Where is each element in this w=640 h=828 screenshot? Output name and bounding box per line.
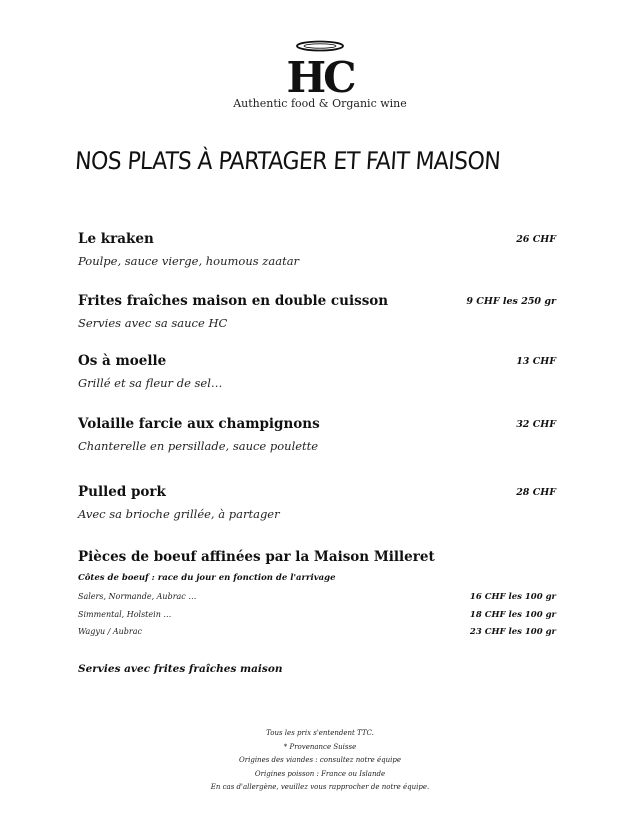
dish-item xyxy=(78,484,556,521)
page-title: NOS PLATS À PARTAGER ET FAIT MAISON xyxy=(74,148,501,176)
footer-line: * Provenance Suisse xyxy=(283,742,357,751)
dish-name: Pulled pork xyxy=(78,484,166,500)
dish-description: Chanterelle en persillade, sauce poulette xyxy=(78,439,319,453)
logo-letters: HC xyxy=(286,53,354,96)
beef-section-title: Pièces de boeuf affinées par la Maison Milleret xyxy=(78,549,435,565)
beef-breed: Wagyu / Aubrac xyxy=(78,627,142,636)
beef-row xyxy=(78,592,556,604)
tagline: Authentic food & Organic wine xyxy=(233,97,407,110)
dish-item xyxy=(78,231,556,268)
dish-description: Servies avec sa sauce HC xyxy=(78,316,228,330)
dish-name: Volaille farcie aux champignons xyxy=(78,416,320,432)
dish-price: 13 CHF xyxy=(516,356,556,367)
dish-item xyxy=(78,293,556,330)
beef-price: 23 CHF les 100 gr xyxy=(469,627,556,637)
dish-price: 9 CHF les 250 gr xyxy=(466,296,556,307)
footer-line: Tous les prix s'entendent TTC. xyxy=(266,729,374,737)
footer-notes xyxy=(0,727,640,795)
dish-description: Poulpe, sauce vierge, houmous zaatar xyxy=(78,254,300,268)
beef-breed: Salers, Normande, Aubrac … xyxy=(78,592,197,601)
beef-row xyxy=(78,627,556,639)
beef-served-with: Servies avec frites fraîches maison xyxy=(78,663,283,675)
dish-name: Le kraken xyxy=(78,231,154,247)
dish-description: Grillé et sa fleur de sel… xyxy=(78,376,223,390)
beef-breed: Simmental, Holstein … xyxy=(78,610,172,619)
footer-line: Origines poisson : France ou Islande xyxy=(254,769,386,778)
halo-hc-logo-icon xyxy=(270,38,370,96)
dish-price: 32 CHF xyxy=(516,419,556,430)
dish-price: 26 CHF xyxy=(516,234,556,245)
footer-line: Origines des viandes : consultez notre équipe xyxy=(239,756,401,764)
beef-price: 16 CHF les 100 gr xyxy=(469,592,556,602)
footer-line: En cas d'allergène, veuillez vous rapprocher de notre équipe. xyxy=(210,783,430,791)
beef-subtitle: Côtes de boeuf : race du jour en fonction de l'arrivage xyxy=(78,573,336,583)
beef-section xyxy=(78,549,556,565)
dish-name: Frites fraîches maison en double cuisson xyxy=(78,293,389,309)
dish-name: Os à moelle xyxy=(78,353,167,369)
restaurant-logo xyxy=(270,38,370,96)
beef-price: 18 CHF les 100 gr xyxy=(469,610,556,620)
dish-item xyxy=(78,416,556,453)
dish-item xyxy=(78,353,556,390)
beef-row xyxy=(78,610,556,622)
dish-price: 28 CHF xyxy=(516,487,556,498)
dish-description: Avec sa brioche grillée, à partager xyxy=(78,507,280,521)
